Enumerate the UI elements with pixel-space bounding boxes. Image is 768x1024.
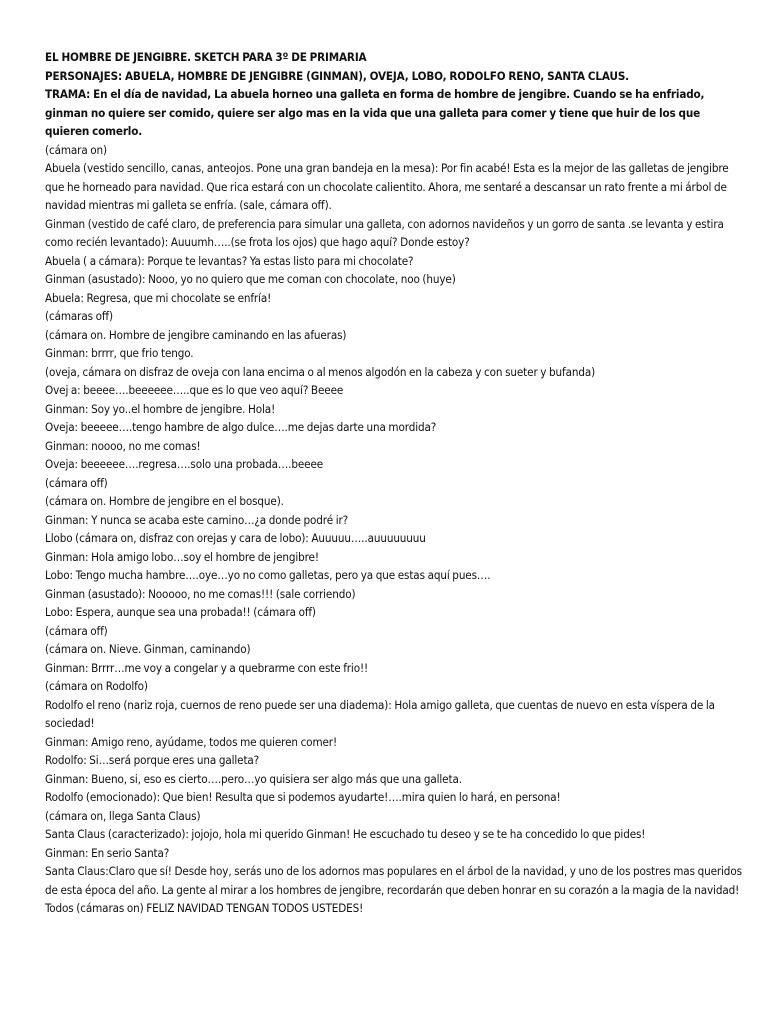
script-line: Rodolfo el reno (nariz roja, cuernos de reno puede ser una diadema): Hola amigo galleta, que cuentas de nuevo en esta víspera de la sociedad! — [45, 697, 715, 730]
script-line: Ginman: noooo, no me comas! — [45, 438, 201, 453]
script-line: Santa Claus:Claro que sí! Desde hoy, serás uno de los adornos mas populares en el árbol de la navidad, y uno de los postres mas queridos de esta época del año. La gente al mirar a los hombres de jengibre, recordarán que deben honrar en su corazón a la magia de la navidad! — [45, 864, 742, 897]
script-line: (cámara on. Hombre de jengibre caminando en las afueras) — [45, 327, 347, 342]
script-line: Ginman (asustado): Nooooo, no me comas!!! (sale corriendo) — [45, 586, 356, 601]
script-line: Abuela: Regresa, que mi chocolate se enfría! — [45, 290, 272, 305]
script-line: Abuela ( a cámara): Porque te levantas? Ya estas listo para mi chocolate? — [45, 253, 414, 268]
script-line: (cámara on. Hombre de jengibre en el bosque). — [45, 494, 284, 508]
script-line: Abuela (vestido sencillo, canas, anteojos. Pone una gran bandeja en la mesa): Por fin acabé! Esta es la mejor de las galletas de jengibre que he horneado para navidad. Que rica estará con un chocolate calientito. Ahora, me sentaré a descansar un rato frente a mi árbol de navidad mientras mi galleta se enfría. (sale, cámara off). — [45, 161, 729, 212]
script-line: Ovej a: beeee….beeeeee…..que es lo que veo aquí? Beeee — [45, 383, 344, 397]
script-line: (cámara on) — [45, 142, 107, 157]
script-line: Ginman (asustado): Nooo, yo no quiero que me coman con chocolate, noo (huye) — [45, 272, 456, 286]
script-line: (cámara off) — [45, 475, 108, 490]
script-line: Ginman: En serio Santa? — [45, 845, 170, 860]
script-line: (cámaras off) — [45, 309, 113, 323]
script-line: Ginman: Bueno, si, eso es cierto….pero…yo quisiera ser algo más que una galleta. — [45, 771, 462, 786]
script-line: Ginman: Amigo reno, ayúdame, todos me quieren comer! — [45, 734, 338, 749]
script-line: Ginman: Soy yo..el hombre de jengibre. Hola! — [45, 401, 276, 416]
script-line: Oveja: beeeee….tengo hambre de algo dulce….me dejas darte una mordida? — [45, 420, 437, 434]
script-line: Ginman (vestido de café claro, de preferencia para simular una galleta, con adornos navideños y un gorro de santa .se levanta y estira como recién levantado): Auuumh…..(se frota los ojos) que hago aquí? Donde estoy? — [45, 216, 724, 249]
script-line: Ginman: brrrr, que frio tengo. — [45, 346, 194, 360]
script-line: Rodolfo: Si…será porque eres una galleta? — [45, 753, 260, 767]
script-line: Ginman: Brrrr…me voy a congelar y a quebrarme con este frio!! — [45, 660, 369, 675]
characters-list: PERSONAJES: ABUELA, HOMBRE DE JENGIBRE (GINMAN), OVEJA, LOBO, RODOLFO RENO, SANTA CLAUS. — [45, 68, 629, 83]
script-line: Ginman: Y nunca se acaba este camino…¿a donde podré ir? — [45, 512, 349, 527]
script-line: (oveja, cámara on disfraz de oveja con lana encima o al menos algodón en la cabeza y con sueter y bufanda) — [45, 364, 596, 379]
script-line: Llobo (cámara on, disfraz con orejas y cara de lobo): Auuuuu…..auuuuuuuu — [45, 531, 426, 545]
script-line: Ginman: Hola amigo lobo…soy el hombre de jengibre! — [45, 549, 319, 564]
script-line: Todos (cámaras on) FELIZ NAVIDAD TENGAN TODOS USTEDES! — [45, 901, 364, 915]
plot-summary: TRAMA: En el día de navidad, La abuela horneo una galleta en forma de hombre de jengibre. Cuando se ha enfriado, ginman no quiere ser comido, quiere ser algo mas en la vida que una galleta para comer y tiene que huir de los que quieren comerlo. — [45, 87, 705, 138]
script-line: (cámara off) — [45, 623, 108, 638]
document-title: EL HOMBRE DE JENGIBRE. SKETCH PARA 3º DE PRIMARIA — [45, 50, 367, 64]
script-document — [45, 48, 745, 918]
script-line: (cámara on, llega Santa Claus) — [45, 808, 201, 823]
script-line: Oveja: beeeeee….regresa….solo una probada….beeee — [45, 457, 324, 471]
script-line: Lobo: Tengo mucha hambre….oye…yo no como galletas, pero ya que estas aquí pues…. — [45, 568, 491, 582]
script-line: Rodolfo (emocionado): Que bien! Resulta que si podemos ayudarte!….mira quien lo hará, en persona! — [45, 790, 561, 804]
script-line: (cámara on Rodolfo) — [45, 679, 148, 693]
script-line: Santa Claus (caracterizado): jojojo, hola mi querido Ginman! He escuchado tu deseo y se te ha concedido lo que pides! — [45, 827, 646, 841]
script-line: (cámara on. Nieve. Ginman, caminando) — [45, 642, 251, 656]
script-line: Lobo: Espera, aunque sea una probada!! (cámara off) — [45, 605, 316, 619]
